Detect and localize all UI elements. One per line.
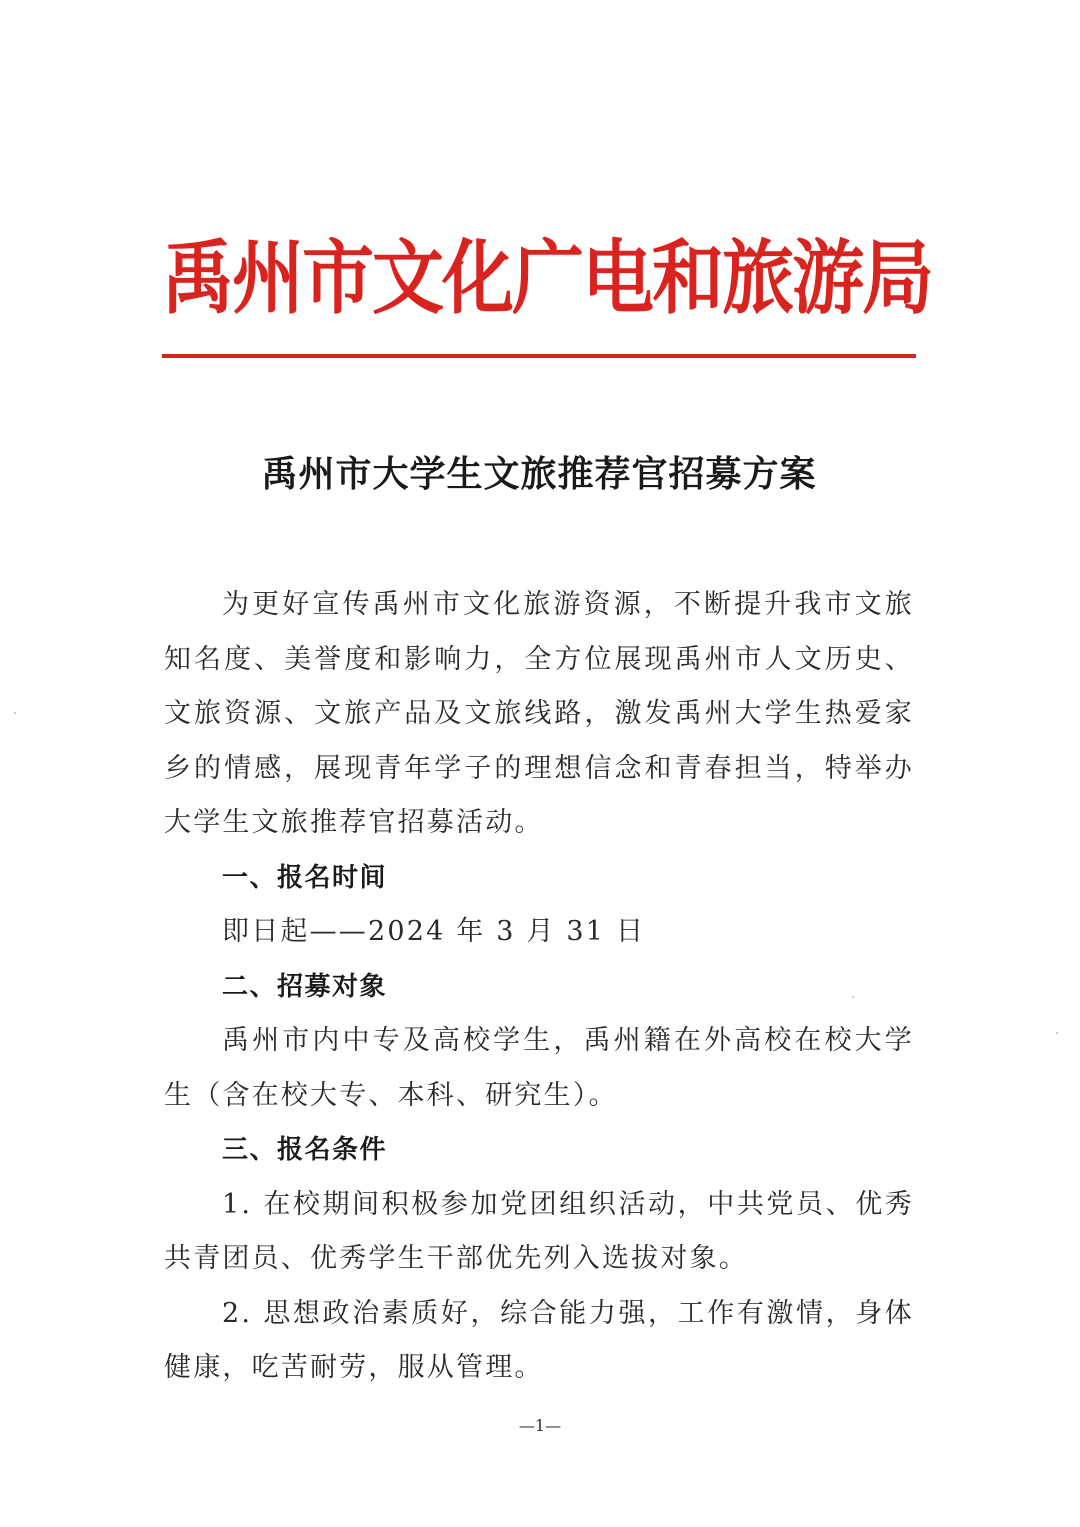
- document-title: 禹州市大学生文旅推荐官招募方案: [261, 453, 817, 495]
- section-heading-registration-conditions: 三、报名条件: [222, 1135, 388, 1165]
- scan-speck: [1056, 1032, 1058, 1034]
- letterhead-red-rule: [162, 354, 916, 358]
- recruitment-target-text: 禹州市内中专及高校学生，禹州籍在外高校在校大学生（含在校大专、本科、研究生）。: [164, 1025, 914, 1111]
- intro-paragraph: 为更好宣传禹州市文化旅游资源，不断提升我市文旅知名度、美誉度和影响力，全方位展现禹州市人文历史、文旅资源、文旅产品及文旅线路，激发禹州大学生热爱家乡的情感，展现青年学子的理想信念和青春担当，特举办大学生文旅推荐官招募活动。: [164, 589, 914, 838]
- section-heading-recruitment-target: 二、招募对象: [222, 971, 388, 1002]
- scan-speck: [852, 996, 854, 998]
- section-heading-registration-time: 一、报名时间: [222, 862, 388, 893]
- condition-item-2: 2. 思想政治素质好，综合能力强，工作有激情，身体健康，吃苦耐劳，服从管理。: [164, 1297, 914, 1383]
- letterhead-org-name: 禹州市文化广电和旅游局: [162, 229, 933, 326]
- document-body: [164, 578, 914, 1396]
- registration-time-text: 即日起——2024 年 3 月 31 日: [222, 916, 646, 947]
- condition-item-1: 1. 在校期间积极参加党团组织活动，中共党员、优秀共青团员、优秀学生干部优先列入选拔对象。: [164, 1188, 914, 1274]
- scan-speck: [14, 712, 16, 714]
- page-number: —1—: [518, 1416, 562, 1435]
